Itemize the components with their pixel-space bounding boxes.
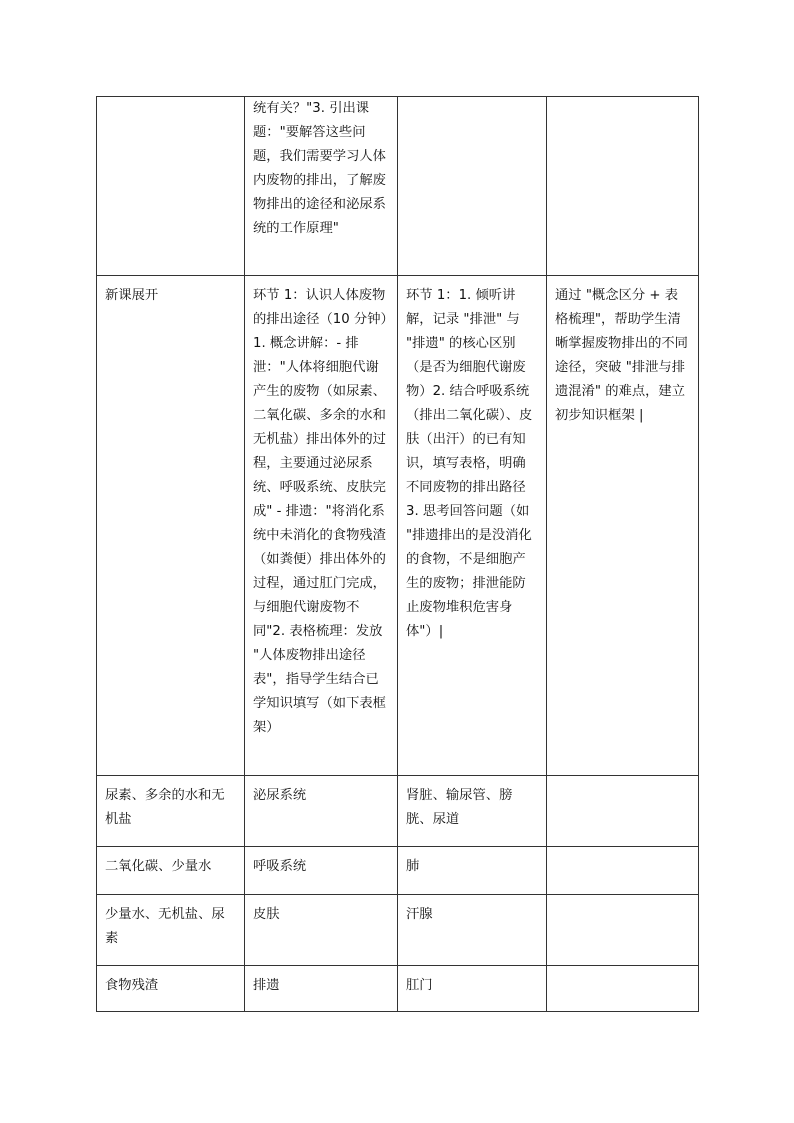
table-cell: 皮肤 — [245, 895, 398, 966]
design-intent-cell: 通过 "概念区分 + 表格梳理"，帮助学生清晰掌握废物排出的不同途径，突破 "排泄与排遗混淆" 的难点，建立初步知识框架 | — [547, 276, 699, 776]
table-row — [97, 776, 699, 847]
table-row — [97, 276, 699, 776]
table-cell — [547, 966, 699, 1012]
table-cell: 二氧化碳、少量水 — [97, 847, 245, 895]
table-cell: 排遗 — [245, 966, 398, 1012]
table-cell: 食物残渣 — [97, 966, 245, 1012]
table-cell — [97, 97, 245, 276]
table-cell: 少量水、无机盐、尿素 — [97, 895, 245, 966]
table-row — [97, 97, 699, 276]
table-cell: 肛门 — [398, 966, 547, 1012]
table-row — [97, 966, 699, 1012]
table-cell — [547, 97, 699, 276]
table-cell — [398, 97, 547, 276]
table-row — [97, 895, 699, 966]
table-row — [97, 847, 699, 895]
table-cell — [547, 776, 699, 847]
table-cell: 统有关？"3. 引出课题："要解答这些问题，我们需要学习人体内废物的排出，了解废物排出的途径和泌尿系统的工作原理" — [245, 97, 398, 276]
teacher-activity-cell: 环节 1：认识人体废物的排出途径（10 分钟）1. 概念讲解：- 排泄："人体将细胞代谢产生的废物（如尿素、二氧化碳、多余的水和无机盐）排出体外的过程，主要通过泌尿系统、呼吸系统、皮肤完成" - 排遗："将消化系统中未消化的食物残渣（如粪便）排出体外的过程，通过肛门完成，与细胞代谢废物不同"2. 表格梳理：发放 "人体废物排出途径表"，指导学生结合已学知识填写（如下表框架） — [245, 276, 398, 776]
table-cell: 呼吸系统 — [245, 847, 398, 895]
table-cell — [547, 895, 699, 966]
student-activity-cell: 环节 1：1. 倾听讲解，记录 "排泄" 与 "排遗" 的核心区别（是否为细胞代谢废物）2. 结合呼吸系统（排出二氧化碳）、皮肤（出汗）的已有知识，填写表格，明确不同废物的排出路径 3. 思考回答问题（如 "排遗排出的是没消化的食物，不是细胞产生的废物；排泄能防止废物堆积危害身体"）| — [398, 276, 547, 776]
lesson-plan-table — [96, 96, 699, 1012]
table-cell: 肾脏、输尿管、膀胱、尿道 — [398, 776, 547, 847]
table-cell: 泌尿系统 — [245, 776, 398, 847]
section-label: 新课展开 — [97, 276, 245, 776]
table-cell: 尿素、多余的水和无机盐 — [97, 776, 245, 847]
table-cell — [547, 847, 699, 895]
table-cell: 肺 — [398, 847, 547, 895]
table-cell: 汗腺 — [398, 895, 547, 966]
